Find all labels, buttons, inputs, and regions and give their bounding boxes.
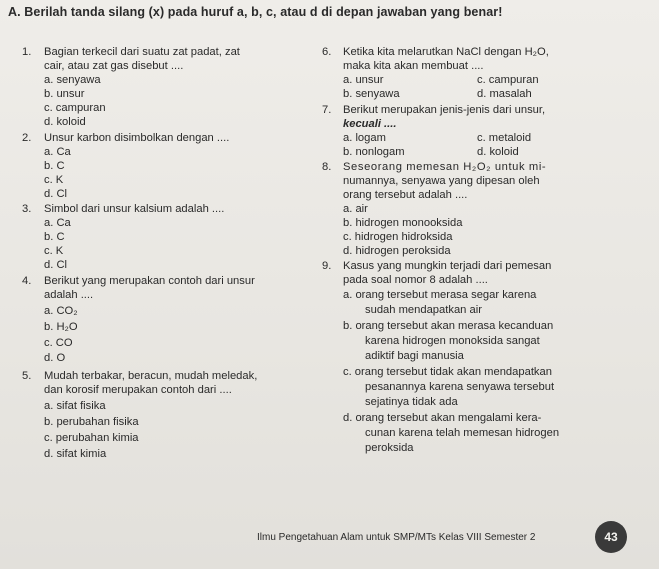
q7-option-d[interactable]: d. koloid <box>477 146 519 158</box>
q6-text-line2: maka kita akan membuat .... <box>343 60 484 72</box>
q9-number: 9. <box>322 260 332 272</box>
q3-number: 3. <box>22 203 32 215</box>
q1-number: 1. <box>22 46 32 58</box>
q8-text-line3: orang tersebut adalah .... <box>343 189 468 201</box>
q4-text-line2: adalah .... <box>44 289 94 301</box>
q5-option-d[interactable]: d. sifat kimia <box>44 448 107 460</box>
q6-option-a[interactable]: a. unsur <box>343 74 384 86</box>
q7-text-line1: Berikut merupakan jenis-jenis dari unsur, <box>343 104 546 116</box>
q6-number: 6. <box>322 46 332 58</box>
q8-option-a[interactable]: a. air <box>343 203 368 215</box>
q2-option-a[interactable]: a. Ca <box>44 146 71 158</box>
q5-text-line2: dan korosif merupakan contoh dari .... <box>44 384 232 396</box>
q3-option-d[interactable]: d. Cl <box>44 259 68 271</box>
q9-option-c-line1[interactable]: c. orang tersebut tidak akan mendapatkan <box>343 366 552 378</box>
q9-option-b-line2: karena hidrogen monoksida sangat <box>365 335 540 347</box>
q2-text-line1: Unsur karbon disimbolkan dengan .... <box>44 132 230 144</box>
q2-number: 2. <box>22 132 32 144</box>
q3-option-a[interactable]: a. Ca <box>44 217 71 229</box>
q9-option-c-line3: sejatinya tidak ada <box>365 396 458 408</box>
q7-text-line2: kecuali .... <box>343 118 397 130</box>
q2-option-c[interactable]: c. K <box>44 174 64 186</box>
q6-option-b[interactable]: b. senyawa <box>343 88 400 100</box>
q9-text-line1: Kasus yang mungkin terjadi dari pemesan <box>343 260 552 272</box>
q4-option-d[interactable]: d. O <box>44 352 66 364</box>
q5-number: 5. <box>22 370 32 382</box>
q8-option-b[interactable]: b. hidrogen monooksida <box>343 217 463 229</box>
q1-option-d[interactable]: d. koloid <box>44 116 86 128</box>
q2-option-d[interactable]: d. Cl <box>44 188 68 200</box>
q4-option-a[interactable]: a. CO₂ <box>44 305 78 317</box>
q8-option-c[interactable]: c. hidrogen hidroksida <box>343 231 453 243</box>
q9-option-b-line3: adiktif bagi manusia <box>365 350 464 362</box>
q2-option-b[interactable]: b. C <box>44 160 65 172</box>
q3-text-line1: Simbol dari unsur kalsium adalah .... <box>44 203 225 215</box>
section-heading: A. Berilah tanda silang (x) pada huruf a, b, c, atau d di depan jawaban yang benar! <box>8 5 503 19</box>
q8-text-line1: Seseorang memesan H₂O₂ untuk mi- <box>343 161 547 173</box>
q7-option-b[interactable]: b. nonlogam <box>343 146 405 158</box>
q9-option-a-line2: sudah mendapatkan air <box>365 304 482 316</box>
q4-text-line1: Berikut yang merupakan contoh dari unsur <box>44 275 255 287</box>
q9-text-line2: pada soal nomor 8 adalah .... <box>343 274 488 286</box>
q9-option-a-line1[interactable]: a. orang tersebut merasa segar karena <box>343 289 537 301</box>
q4-option-c[interactable]: c. CO <box>44 337 73 349</box>
q4-number: 4. <box>22 275 32 287</box>
q5-option-b[interactable]: b. perubahan fisika <box>44 416 139 428</box>
q1-text-line1: Bagian terkecil dari suatu zat padat, zat <box>44 46 240 58</box>
q3-option-b[interactable]: b. C <box>44 231 65 243</box>
q6-option-c[interactable]: c. campuran <box>477 74 539 86</box>
q5-text-line1: Mudah terbakar, beracun, mudah meledak, <box>44 370 258 382</box>
q8-text-line2: numannya, senyawa yang dipesan oleh <box>343 175 540 187</box>
q9-option-d-line2: cunan karena telah memesan hidrogen <box>365 427 560 439</box>
q6-text-line1: Ketika kita melarutkan NaCl dengan H₂O, <box>343 46 549 58</box>
q7-option-c[interactable]: c. metaloid <box>477 132 532 144</box>
q8-number: 8. <box>322 161 332 173</box>
q1-text-line2: cair, atau zat gas disebut .... <box>44 60 184 72</box>
q8-option-d[interactable]: d. hidrogen peroksida <box>343 245 451 257</box>
q6-option-d[interactable]: d. masalah <box>477 88 532 100</box>
page-number-badge <box>595 521 627 553</box>
q9-option-d-line1[interactable]: d. orang tersebut akan mengalami kera- <box>343 412 542 424</box>
q5-option-c[interactable]: c. perubahan kimia <box>44 432 139 444</box>
q9-option-d-line3: peroksida <box>365 442 414 454</box>
q1-option-a[interactable]: a. senyawa <box>44 74 101 86</box>
footer-book-title: Ilmu Pengetahuan Alam untuk SMP/MTs Kelas VIII Semester 2 <box>257 532 536 543</box>
q1-option-b[interactable]: b. unsur <box>44 88 85 100</box>
q9-option-b-line1[interactable]: b. orang tersebut akan merasa kecanduan <box>343 320 554 332</box>
q9-option-c-line2: pesanannya karena senyawa tersebut <box>365 381 555 393</box>
q1-option-c[interactable]: c. campuran <box>44 102 106 114</box>
q3-option-c[interactable]: c. K <box>44 245 64 257</box>
page-number: 43 <box>604 530 618 544</box>
q7-number: 7. <box>322 104 332 116</box>
q5-option-a[interactable]: a. sifat fisika <box>44 400 106 412</box>
q4-option-b[interactable]: b. H₂O <box>44 321 78 333</box>
q7-option-a[interactable]: a. logam <box>343 132 386 144</box>
